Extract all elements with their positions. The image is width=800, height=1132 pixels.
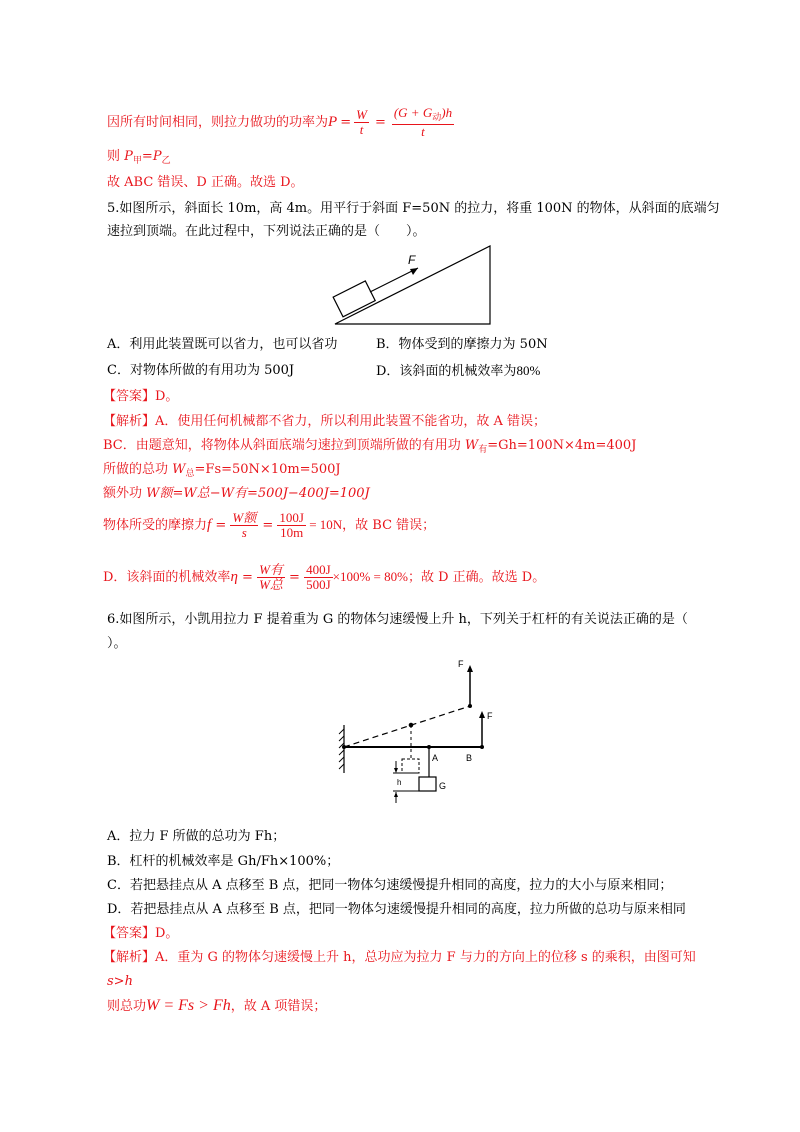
power-den2: t: [421, 124, 425, 139]
q6-exp3-text: 则总功: [107, 999, 147, 1014]
h-arrowhead-bottom: [394, 792, 398, 797]
force-label: F: [408, 253, 416, 267]
q5-exp5-f: f: [207, 517, 212, 533]
power-text: 因所有时间相同，则拉力做功的功率为: [107, 115, 329, 130]
q5-exp2-sub: 有: [478, 445, 488, 455]
then-label: 则: [107, 149, 125, 164]
q5-exp5-tail: ，故 BC 错误；: [342, 518, 436, 533]
q6-stem-line2: ）。: [107, 636, 127, 651]
q5-explain-2: [103, 437, 636, 459]
q5-exp5-den1: s: [241, 525, 247, 540]
force-right-label: F: [487, 711, 493, 721]
q6-option-b: B．杠杆的机械效率是 Gh/Fh×100%；: [107, 854, 340, 869]
power-den1: t: [359, 122, 364, 137]
q5-exp2-W: W: [464, 438, 479, 453]
q5-exp5-frac1: [230, 511, 258, 540]
raised-lever-dashed: [344, 706, 470, 747]
q5-stem-line1: 5.如图所示，斜面长 10m，高 4m。用平行于斜面 F=50N 的拉力，将重 100N 的物体，从斜面的底端匀: [107, 201, 720, 216]
h-label: h: [397, 778, 402, 787]
q6-explain-1: 【解析】A．重为 G 的物体匀速缓慢上升 h，总功应为拉力 F 与力的方向上的位移 s 的乘积，由图可知: [103, 950, 696, 965]
q5-exp3-tail: =Fs=50N×10m=500J: [194, 462, 341, 477]
q5-exp5-result: = 10N: [305, 517, 343, 532]
h-arrowhead-top: [394, 768, 398, 773]
q6-stem-line1: 6.如图所示，小凯用拉力 F 提着重为 G 的物体匀速缓慢上升 h，下列关于杠杆的有关说法正确的是（: [107, 612, 688, 627]
q5-exp5-eq: =: [211, 518, 231, 533]
power-num1: W: [356, 107, 367, 122]
power-eq1: =: [340, 115, 352, 130]
force-top-arrowhead: [467, 665, 473, 672]
q5-explain-5: 物体所受的摩擦力f = $\frac{\text{W额}}{s}$ = $\frac{100J}{10m}$ = 10N，故 BC 错误；: [103, 510, 436, 540]
q5-exp6-frac2: [304, 563, 333, 592]
weight-label: G: [439, 781, 447, 791]
q5-option-d-text: D．该斜面的机械效率为: [376, 364, 517, 379]
p-eq: =: [141, 149, 153, 164]
q6-exp3-math: W = Fs > Fh: [146, 997, 231, 1014]
q5-exp3-W: W: [172, 462, 186, 477]
force-right-arrowhead: [479, 711, 485, 718]
q5-exp6-den2: 500J: [306, 577, 331, 592]
weight-raised-dashed: [402, 759, 419, 773]
q6-option-a: A．拉力 F 所做的总功为 Fh；: [107, 829, 286, 844]
q5-exp6-tail: ；故 D 正确。故选 D。: [407, 570, 546, 585]
q5-exp6-text: D．该斜面的机械效率: [103, 570, 231, 585]
q5-stem-line2: 速拉到顶端。在此过程中，下列说法正确的是（ ）。: [107, 224, 426, 239]
conclusion-line: 故 ABC 错误、D 正确。故选 D。: [107, 175, 304, 190]
q5-exp6-num2: 400J: [306, 562, 331, 577]
q5-option-c: C．对物体所做的有用功为 500J: [107, 363, 295, 378]
p-jia: P: [124, 149, 133, 164]
q6-explain-2: s>h: [107, 974, 133, 989]
power-num2-tail: )h: [441, 105, 453, 120]
q5-explain-1: 【解析】A．使用任何机械都不省力，所以利用此装置不能省功，故 A 错误；: [103, 414, 547, 429]
q5-option-d-value: 80%: [516, 363, 541, 378]
p-yi: P: [152, 149, 162, 164]
point-b-label: B: [466, 753, 473, 763]
q5-exp5-den2: 10m: [280, 525, 304, 540]
power-equal-line: [107, 148, 171, 170]
q5-explain-4: [103, 485, 370, 503]
q5-option-b: B．物体受到的摩擦力为 50N: [376, 337, 548, 352]
q6-exp3-tail: ，故 A 项错误；: [230, 999, 327, 1014]
q6-option-c: C．若把悬挂点从 A 点移至 B 点，把同一物体匀速缓慢提升相同的高度，拉力的大小与原来相同；: [107, 878, 673, 893]
point-a-label: A: [432, 753, 439, 763]
q5-option-a: A．利用此装置既可以省力，也可以省功: [107, 337, 338, 352]
q5-exp3-sub: 总: [185, 469, 195, 479]
incline-figure: [330, 244, 500, 328]
q5-option-d: [376, 362, 540, 381]
power-eq2: =: [374, 115, 386, 130]
q5-exp5-num2: 100J: [279, 510, 304, 525]
incline-block: [333, 281, 375, 317]
weight-block: [419, 777, 436, 791]
q5-exp6-result: ×100% = 80%: [332, 569, 408, 584]
q5-exp6-num1: W有: [259, 562, 283, 577]
power-num2: [392, 106, 454, 125]
q5-exp6-frac1: [257, 563, 285, 592]
lever-figure: [336, 655, 516, 810]
q5-exp6-eta: η: [230, 569, 238, 585]
power-num2-main: (G + G: [393, 105, 433, 120]
power-P: P: [328, 114, 338, 130]
power-fraction-1: [354, 108, 369, 137]
q5-exp4-text: 额外功: [103, 486, 147, 501]
q6-answer: 【答案】D。: [103, 926, 179, 941]
q5-exp6-den1: W总: [259, 577, 283, 592]
q5-answer: 【答案】D。: [103, 389, 179, 404]
power-line: [107, 106, 454, 139]
power-fraction-2: [392, 106, 454, 139]
p-jia-sub: 甲: [132, 156, 142, 166]
q5-exp5-num1: W额: [232, 510, 257, 525]
power-num2-sub: 动: [432, 112, 442, 122]
force-top-label: F: [458, 659, 464, 669]
q6-option-d: D．若把悬挂点从 A 点移至 B 点，把同一物体匀速缓慢提升相同的高度，拉力所做的总功与原来相同: [107, 902, 686, 917]
q5-exp2-text: BC．由题意知，将物体从斜面底端匀速拉到顶端所做的有用功: [103, 438, 465, 453]
force-arrow-line: [370, 268, 418, 292]
q5-exp5-text: 物体所受的摩擦力: [103, 518, 208, 533]
p-yi-sub: 乙: [161, 156, 171, 166]
q5-explain-6: D．该斜面的机械效率η = $\frac{\text{W有}}{\text{W总}}$ = $\frac{400J}{500J}$ ×100% = 80%；故 D 正确。故选 D。: [103, 562, 546, 592]
q5-exp5-frac2: [277, 511, 306, 540]
q6-explain-3: [107, 997, 326, 1016]
q5-explain-3: [103, 461, 341, 483]
q5-exp3-text: 所做的总功: [103, 462, 173, 477]
q5-exp2-tail: =Gh=100N×4m=400J: [487, 438, 637, 453]
q5-exp4-body: W额=W总−W有=500J−400J=100J: [146, 486, 370, 501]
wall-hatch: [339, 729, 344, 769]
